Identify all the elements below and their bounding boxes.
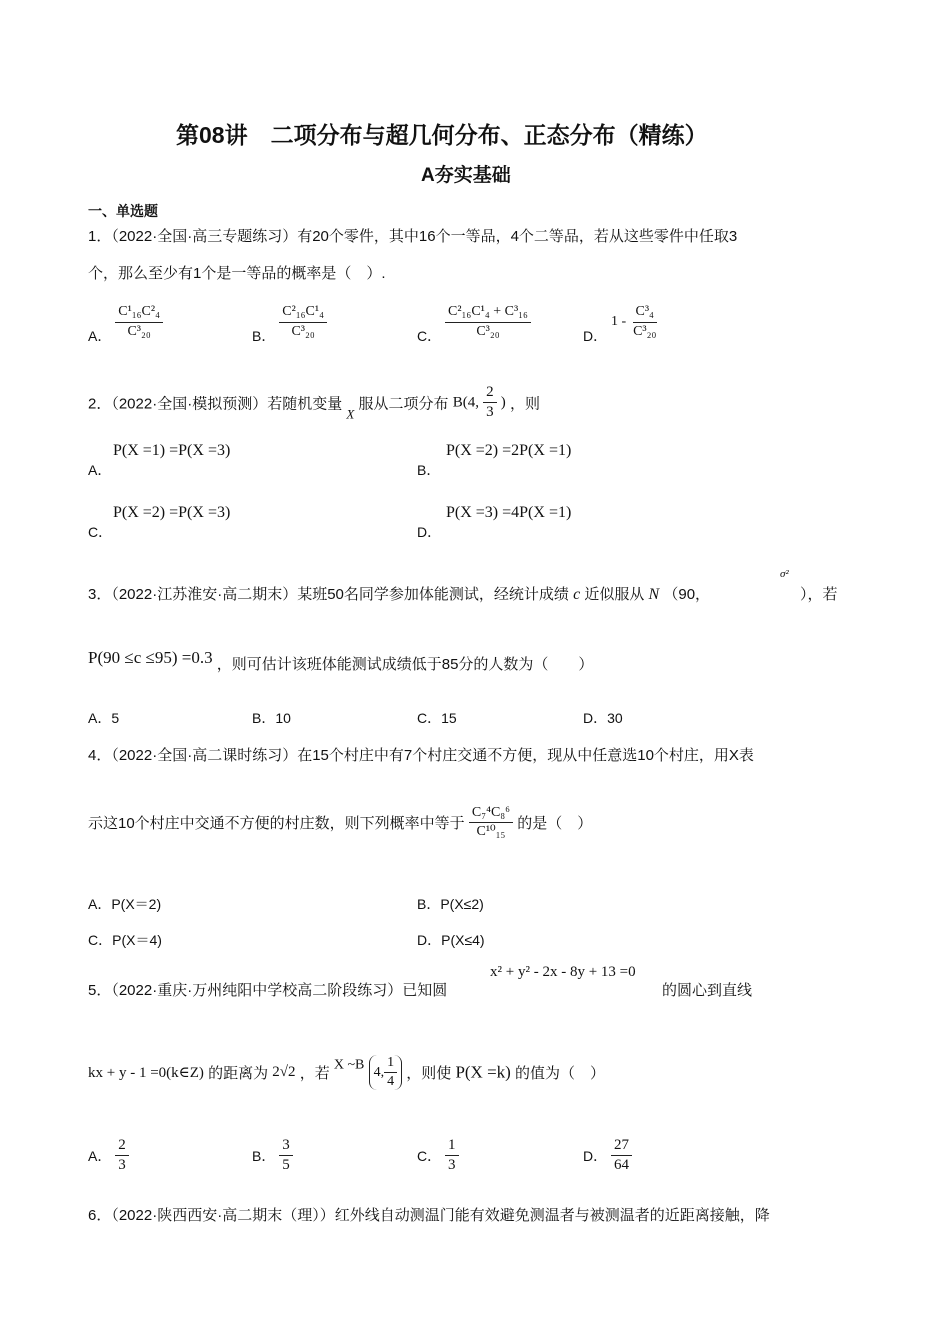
q5-text-f: 的值为（ ）: [515, 1065, 606, 1083]
q5-text-a: 5．（2022·重庆·万州纯阳中学校高二阶段练习）已知圆: [88, 982, 448, 999]
q2-option-d[interactable]: P(X =3) =4P(X =1): [446, 504, 572, 521]
q1-line1: 1．（2022·全国·高三专题练习）有20个零件，其中16个一等品，4个二等品，若从这些零件中任取3: [88, 228, 738, 245]
binomial-params: [369, 1055, 403, 1090]
q2-option-b[interactable]: P(X =2) =2P(X =1): [446, 442, 572, 459]
fraction-numerator: C¹₁₆C²₄: [115, 304, 163, 322]
q3-option-b[interactable]: B．10: [252, 710, 291, 726]
fraction-denominator: 4: [387, 1074, 395, 1090]
fraction-numerator: C₇⁴C₈⁶: [469, 805, 513, 823]
fraction-numerator: 3: [279, 1137, 293, 1156]
page-subtitle: A夯实基础: [421, 165, 511, 186]
fraction-numerator: 1: [384, 1055, 397, 1073]
q4-text-a: 示这10个村庄中交通不方便的村庄数，则下列概率中等于: [88, 815, 465, 833]
fraction-numerator: 2: [483, 384, 497, 403]
q4-text-b: 的是（ ）: [517, 815, 593, 833]
q1-a-fraction: [115, 304, 163, 339]
q5-option-a[interactable]: [88, 1137, 129, 1175]
fraction-denominator: C³₂₀: [633, 323, 657, 339]
fraction-denominator: C¹⁰₁₅: [476, 824, 506, 840]
option-label: B．: [252, 1147, 276, 1164]
q2-option-d-label[interactable]: D．: [417, 524, 442, 540]
q3-line2: [88, 647, 594, 673]
q2-option-a[interactable]: P(X =1) =P(X =3): [113, 442, 231, 459]
section-heading: 一、单选题: [88, 203, 158, 219]
q1-line2: 个，那么至少有1个是一等品的概率是（ ）.: [88, 265, 386, 282]
fraction-numerator: C²₁₆C¹₄ + C³₁₆: [445, 304, 531, 322]
binomial-xb: X ~B: [333, 1057, 365, 1073]
option-label: B．: [252, 328, 276, 344]
q3-paren: （90，: [663, 586, 711, 603]
fraction-denominator: 64: [614, 1157, 630, 1174]
q1-option-c[interactable]: [417, 298, 531, 346]
one-minus: 1 -: [611, 314, 627, 329]
q2-text-b: 服从二项分布: [358, 395, 449, 413]
q4-option-a[interactable]: A．P(X＝2): [88, 896, 162, 912]
q2-stem: [88, 384, 540, 423]
option-label: A．: [88, 1147, 112, 1164]
binomial-p: [384, 1055, 397, 1090]
q5-text-b: 的圆心到直线: [662, 982, 753, 999]
distance-value: 2√2: [272, 1064, 296, 1081]
q2-option-b-label[interactable]: B．: [417, 462, 441, 478]
q3-text-c: ），若: [800, 586, 838, 603]
fraction-denominator: 3: [448, 1157, 456, 1174]
q2-option-c-label[interactable]: C．: [88, 524, 113, 540]
q4-line2: [88, 805, 592, 840]
fraction-numerator: 2: [115, 1137, 129, 1156]
option-label: C．: [417, 328, 442, 344]
q5-d-fraction: [611, 1137, 632, 1175]
option-label: A．: [88, 328, 112, 344]
fraction-denominator: 3: [486, 404, 494, 421]
option-label: D．: [583, 1147, 608, 1164]
option-label: C．: [417, 1147, 442, 1164]
line-equation: kx + y - 1 =0(k∈Z): [88, 1065, 204, 1082]
probability-formula: P(90 ≤c ≤95) =0.3: [88, 648, 213, 667]
page-title: 第08讲 二项分布与超几何分布、正态分布（精练）: [176, 122, 708, 148]
q5-text-d: ，若: [299, 1065, 330, 1083]
q3-stem: [88, 583, 710, 604]
q4-option-d[interactable]: D．P(X≤4): [417, 932, 485, 948]
random-variable-x: X: [346, 406, 355, 422]
binomial-n: 4,: [373, 1064, 385, 1080]
q1-option-b[interactable]: [252, 298, 327, 346]
q4-fraction: [469, 805, 513, 840]
binomial-dist: B(4,: [452, 394, 479, 411]
sigma-squared: σ²: [780, 568, 789, 580]
q2-text-a: 2．（2022·全国·模拟预测）若随机变量: [88, 395, 343, 413]
q3-text-d: ，则可估计该班体能测试成绩低于85分的人数为（ ）: [216, 656, 594, 673]
normal-n: N: [648, 586, 660, 603]
q5-text-c: 的距离为: [208, 1065, 269, 1083]
fraction-numerator: C²₁₆C¹₄: [279, 304, 327, 322]
binomial-p: [483, 384, 497, 422]
q5-line2: [88, 1055, 605, 1090]
fraction-numerator: 1: [445, 1137, 459, 1156]
q5-b-fraction: [279, 1137, 293, 1175]
q4-option-c[interactable]: C．P(X＝4): [88, 932, 162, 948]
q2-option-a-label[interactable]: A．: [88, 462, 112, 478]
fraction-denominator: C³₂₀: [127, 323, 151, 339]
q2-option-c[interactable]: P(X =2) =P(X =3): [113, 504, 231, 521]
q4-option-b[interactable]: B．P(X≤2): [417, 896, 484, 912]
fraction-denominator: C³₂₀: [291, 323, 315, 339]
q4-line1: 4．（2022·全国·高二课时练习）在15个村庄中有7个村庄交通不方便，现从中任意选10个村庄，用X表: [88, 747, 754, 764]
fraction-numerator: 27: [611, 1137, 632, 1156]
variable-c: c: [573, 586, 581, 603]
fraction-denominator: C³₂₀: [476, 323, 500, 339]
q3-option-a[interactable]: A．5: [88, 710, 120, 726]
probability-pk: P(X =k): [455, 1062, 511, 1082]
q1-c-fraction: [445, 304, 531, 339]
q1-option-d[interactable]: [583, 298, 659, 346]
q2-text-c: ，则: [509, 395, 540, 413]
fraction-numerator: C³₄: [633, 304, 657, 322]
q5-option-b[interactable]: [252, 1137, 293, 1175]
q1-option-a[interactable]: [88, 298, 163, 346]
q1-d-fraction: [630, 304, 659, 339]
q3-text-b: 近似服从: [584, 586, 645, 603]
q6-line1: 6．（2022·陕西西安·高二期末（理））红外线自动测温门能有效避免测温者与被测温者的近距离接触，降: [88, 1207, 770, 1224]
binomial-close: ): [500, 394, 506, 411]
q3-text-a: 3．（2022·江苏淮安·高二期末）某班50名同学参加体能测试，经统计成绩: [88, 586, 569, 603]
q5-option-d[interactable]: [583, 1137, 632, 1175]
circle-equation: x² + y² - 2x - 8y + 13 =0: [490, 964, 636, 980]
q5-a-fraction: [115, 1137, 129, 1175]
q3-option-d[interactable]: D．30: [583, 710, 623, 726]
q5-option-c[interactable]: [417, 1137, 459, 1175]
q5-c-fraction: [445, 1137, 459, 1175]
option-label: D．: [583, 328, 608, 344]
fraction-denominator: 3: [118, 1157, 126, 1174]
q3-option-c[interactable]: C．15: [417, 710, 457, 726]
fraction-denominator: 5: [282, 1157, 290, 1174]
q5-text-e: ，则使: [406, 1065, 452, 1083]
q1-b-fraction: [279, 304, 327, 339]
